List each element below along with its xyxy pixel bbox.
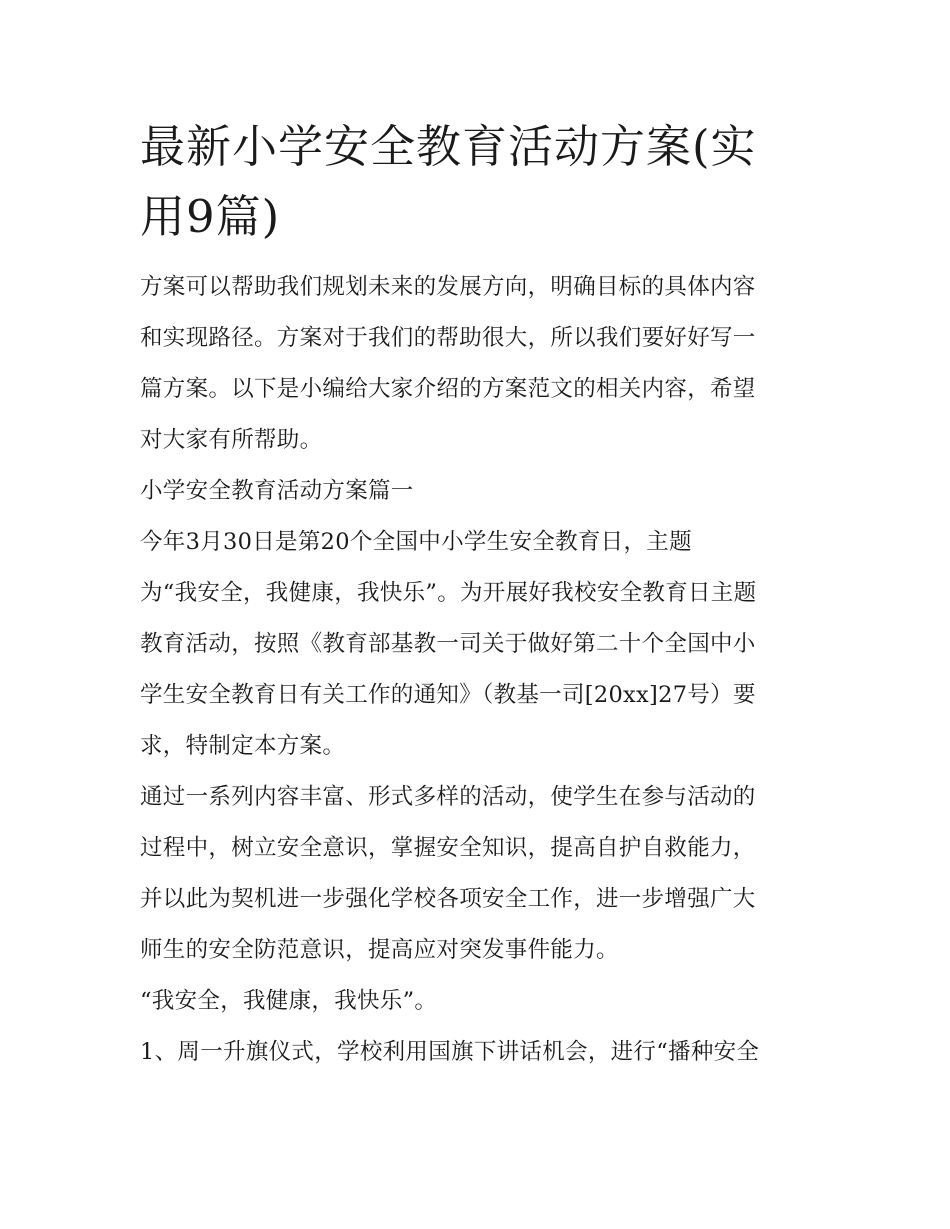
text-line: 方案可以帮助我们规划未来的发展方向，明确目标的具体内容 xyxy=(140,274,756,300)
text-line: 通过一系列内容丰富、形式多样的活动，使学生在参与活动的 xyxy=(140,784,756,810)
text-line: 小学安全教育活动方案篇一 xyxy=(140,478,414,504)
title-line: 用9篇) xyxy=(140,190,281,243)
body-paragraph xyxy=(140,517,812,772)
section-heading xyxy=(140,466,812,517)
text-line: 今年3月30日是第20个全国中小学生安全教育日，主题 xyxy=(140,529,692,555)
text-line: 学生安全教育日有关工作的通知》（教基一司[20xx]27号）要 xyxy=(140,682,756,708)
text-line: 对大家有所帮助。 xyxy=(140,427,323,453)
text-line: 篇方案。以下是小编给大家介绍的方案范文的相关内容，希望 xyxy=(140,376,756,402)
text-line: 为“我安全，我健康，我快乐”。为开展好我校安全教育日主题 xyxy=(140,580,757,606)
text-line: 1、周一升旗仪式，学校利用国旗下讲话机会，进行“播种安全 xyxy=(140,1039,760,1065)
text-line: 教育活动，按照《教育部基教一司关于做好第二十个全国中小 xyxy=(140,631,756,657)
text-line: 并以此为契机进一步强化学校各项安全工作，进一步增强广大 xyxy=(140,886,756,912)
text-line: 师生的安全防范意识，提高应对突发事件能力。 xyxy=(140,937,619,963)
intro-paragraph xyxy=(140,262,812,466)
text-line: 求，特制定本方案。 xyxy=(140,733,346,759)
document-title xyxy=(140,112,812,252)
document-body xyxy=(140,112,812,1078)
theme-paragraph xyxy=(140,976,812,1027)
title-line: 最新小学安全教育活动方案(实 xyxy=(140,120,757,173)
text-line: 过程中，树立安全意识，掌握安全知识，提高自护自救能力， xyxy=(140,835,756,861)
body-paragraph xyxy=(140,772,812,976)
list-item-paragraph xyxy=(140,1027,812,1078)
text-line: “我安全，我健康，我快乐”。 xyxy=(140,988,438,1014)
text-line: 和实现路径。方案对于我们的帮助很大，所以我们要好好写一 xyxy=(140,325,756,351)
